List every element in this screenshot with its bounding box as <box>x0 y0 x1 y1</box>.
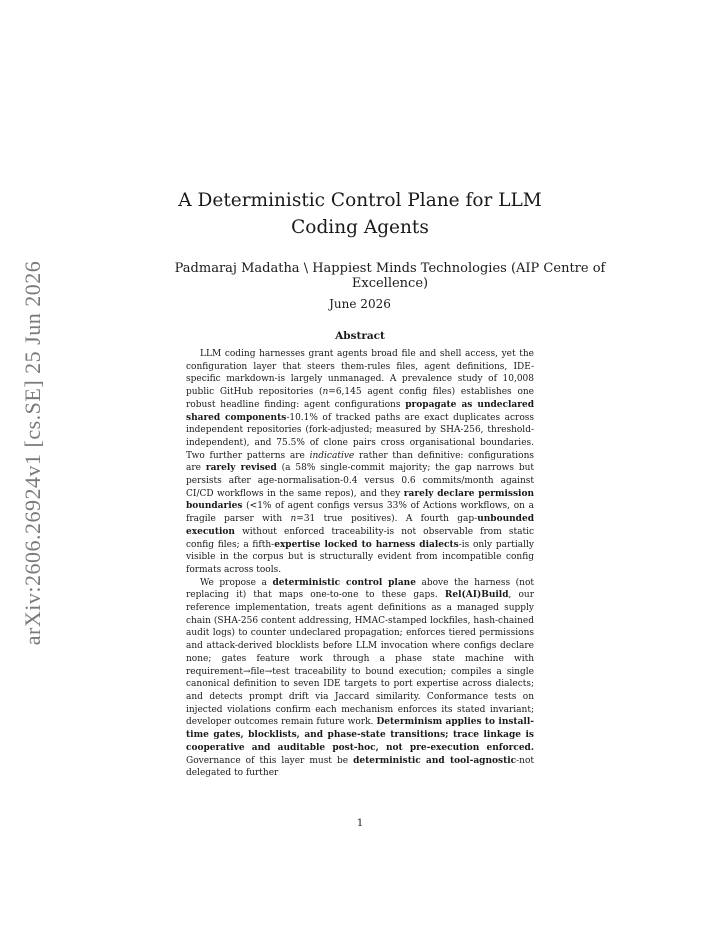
text-run: =31 true positives). A fourth gap- <box>296 514 478 525</box>
text-run: We propose a <box>200 577 273 588</box>
page-number: 1 <box>356 818 364 829</box>
emphasis-bold: Determinism applies to install-time gates, blocklists, and phase-state transitions; trace linkage is cooperative and auditable post-hoc, not pre-execution enforced. <box>186 717 534 753</box>
text-run: -is only partially visible in the corpus but is structurally evident from incompatible config formats across tools. <box>186 539 534 575</box>
text-run: (<1% of agent configs versus 33% of Actions workflows, on a fragile parser with <box>186 501 534 525</box>
text-run: rather than definitive: configurations are <box>186 450 534 474</box>
publication-date: June 2026 <box>329 297 391 311</box>
abstract-paragraph <box>186 348 534 577</box>
emphasis-italic: n <box>322 387 329 398</box>
emphasis-bold: unbounded execution <box>186 514 534 537</box>
emphasis-bold: rarely revised <box>205 463 277 474</box>
abstract-paragraph <box>186 577 534 780</box>
emphasis-bold: rarely declare permission boundaries <box>186 488 534 512</box>
author-line: Padmaraj Madatha \ Happiest Minds Technologies (AIP Centre of Excellence) <box>174 261 606 291</box>
text-run: (a 58% single-commit majority; the gap narrows but persists after age-normalisation-0.4 versus 0.6 commits/month against CI/CD workflows in the same repos), and they <box>186 463 534 499</box>
abstract-body <box>186 348 534 780</box>
emphasis-bold: deterministic and tool-agnostic <box>353 755 517 766</box>
text-run: without enforced traceability-is not observable from static config files; a fifth- <box>186 526 534 550</box>
emphasis-bold: propagate as undeclared shared components <box>186 399 534 423</box>
arxiv-margin-identifier <box>16 260 50 645</box>
text-run: -10.1% of tracked paths are exact duplicates across independent repositories (fork-adjusted; measured by SHA-256, threshold-independent), and 75.5% of clone pairs cross organisational boundaries. Two further patterns are <box>186 412 534 461</box>
text-run: =6,145 agent config files) establishes one robust headline finding: agent configurations <box>186 387 534 410</box>
abstract-heading: Abstract <box>335 330 385 342</box>
text-run: -not delegated to further <box>186 755 534 779</box>
text-run: above the harness (not replacing it) that maps one-to-one to these gaps. <box>186 577 535 601</box>
arxiv-identifier-text: arXiv:2606.26924v1 [cs.SE] 25 Jun 2026 <box>20 260 46 645</box>
text-run: Governance of this layer must be <box>186 755 354 766</box>
emphasis-bold: expertise locked to harness dialects <box>274 539 459 550</box>
emphasis-italic: n <box>290 514 297 525</box>
emphasis-bold: deterministic control plane <box>272 577 416 588</box>
text-run: , our reference implementation, treats agent definitions as a managed supply chain (SHA-256 content addressing, HMAC-stamped lockfiles, hash-chained audit logs) to counter undeclared propagation; enforces tiered permissions and attack-derived blocklists before LLM invocation where configs declare none; gates feature work through a phase state machine with requirement→file→test traceability to bound execution; compiles a single canonical definition to seven IDE targets to port expertise across dialects; and detects prompt drift via Jaccard similarity. Conformance tests on injected violations confirm each mechanism enforces its stated invariant; developer outcomes remain future work. <box>186 590 534 728</box>
emphasis-italic: indicative <box>309 450 355 461</box>
emphasis-bold: Rel(AI)Build <box>444 590 509 601</box>
paper-title: A Deterministic Control Plane for LLM Coding Agents <box>178 190 542 238</box>
text-run: LLM coding harnesses grant agents broad file and shell access, yet the configuration layer that steers them-rules files, agent definitions, IDE-specific markdown-is largely unmanaged. A prevalence study of 10,008 public GitHub repositories ( <box>186 349 534 398</box>
